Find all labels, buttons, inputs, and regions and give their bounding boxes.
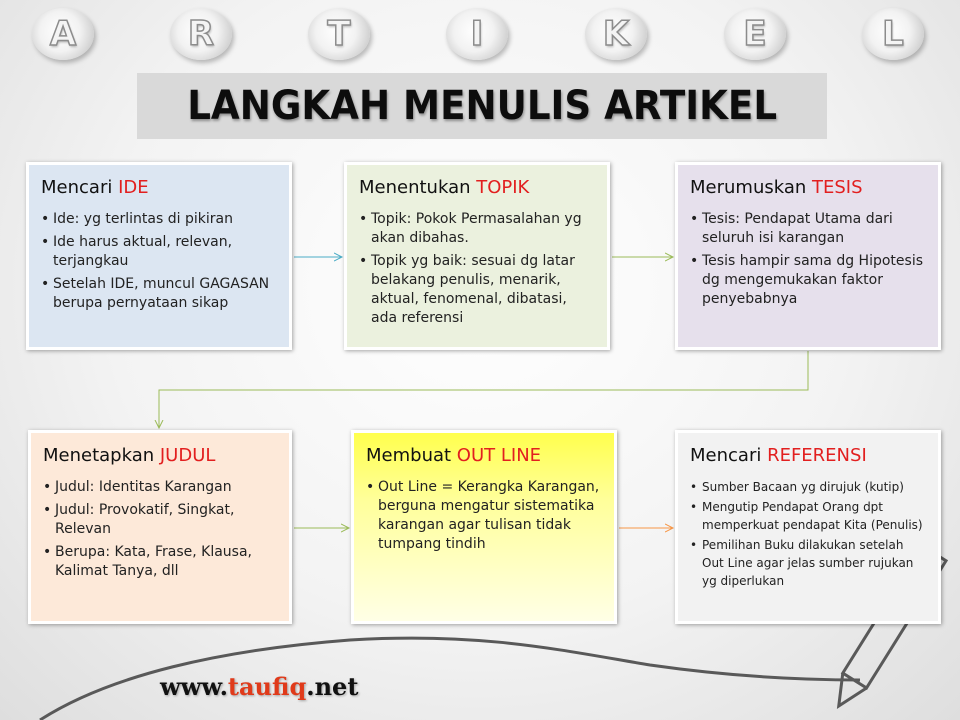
step-keyword: IDE: [118, 177, 149, 198]
arrow-tesis-to-judul: [159, 351, 808, 428]
bullet-item: • Tesis: Pendapat Utama dari seluruh isi karangan: [690, 210, 928, 248]
bullet-item: • Sumber Bacaan yg dirujuk (kutip): [690, 478, 928, 496]
letter-circle-e: [724, 8, 786, 60]
step-bullets-ide: [41, 210, 279, 313]
logo-prefix: www.: [160, 672, 228, 701]
bullet-item: • Pemilihan Buku dilakukan setelah Out Line agar jelas sumber rujukan yg diperlukan: [690, 536, 928, 590]
step-keyword: OUT LINE: [456, 445, 542, 466]
letter-circle-a: [32, 8, 94, 60]
step-title-prefix: Mencari: [41, 177, 119, 198]
bullet-item: • Ide harus aktual, relevan, terjangkau: [41, 233, 279, 271]
letter-e: E: [743, 14, 767, 54]
step-bullets-judul: [43, 478, 279, 581]
step-title-prefix: Menetapkan: [43, 445, 160, 466]
step-title-prefix: Merumuskan: [690, 177, 813, 198]
step-title-tesis: [690, 177, 928, 198]
bullet-item: • Setelah IDE, muncul GAGASAN berupa pernyataan sikap: [41, 275, 279, 313]
letter-circle-l: [862, 8, 924, 60]
step-box-referensi: [675, 430, 941, 624]
bullet-item: • Topik yg baik: sesuai dg latar belakang penulis, menarik, aktual, fenomenal, dibatasi, ada referensi: [359, 252, 597, 328]
bullet-item: • Out Line = Kerangka Karangan, berguna mengatur sistematika karangan agar tulisan tidak tumpang tindih: [366, 478, 604, 554]
step-title-topik: [359, 177, 597, 198]
logo-suffix: .net: [306, 672, 359, 701]
bullet-item: • Mengutip Pendapat Orang dpt memperkuat pendapat Kita (Penulis): [690, 498, 928, 534]
letter-l: L: [882, 14, 904, 54]
title-banner: [137, 73, 827, 139]
letter-a: A: [49, 14, 77, 54]
letter-r: R: [187, 14, 215, 54]
step-bullets-tesis: [690, 210, 928, 309]
letter-circle-i: [446, 8, 508, 60]
letter-i: I: [470, 14, 484, 54]
bullet-item: • Ide: yg terlintas di pikiran: [41, 210, 279, 229]
step-title-outline: [366, 445, 604, 466]
bullet-item: • Topik: Pokok Permasalahan yg akan dibahas.: [359, 210, 597, 248]
step-keyword: TESIS: [812, 177, 863, 198]
step-bullets-outline: [366, 478, 604, 554]
step-bullets-topik: [359, 210, 597, 328]
letter-t: T: [327, 14, 351, 54]
step-bullets-referensi: [690, 478, 928, 590]
footer-website-logo: [160, 672, 358, 701]
letter-k: K: [602, 14, 630, 54]
step-box-ide: [26, 162, 292, 350]
step-box-judul: [28, 430, 292, 624]
bullet-item: • Tesis hampir sama dg Hipotesis dg mengemukakan faktor penyebabnya: [690, 252, 928, 309]
letter-circle-t: [308, 8, 370, 60]
step-title-prefix: Menentukan: [359, 177, 477, 198]
step-keyword: JUDUL: [159, 445, 216, 466]
step-box-tesis: [675, 162, 941, 350]
step-title-ide: [41, 177, 279, 198]
step-box-topik: [344, 162, 610, 350]
step-box-outline: [351, 430, 617, 624]
logo-brand: taufiq: [227, 672, 307, 701]
letter-circle-k: [585, 8, 647, 60]
artikel-letter-row: [0, 0, 960, 70]
step-title-prefix: Mencari: [690, 445, 768, 466]
step-keyword: TOPIK: [476, 177, 530, 198]
bullet-item: • Judul: Provokatif, Singkat, Relevan: [43, 501, 279, 539]
step-keyword: REFERENSI: [767, 445, 867, 466]
bullet-item: • Judul: Identitas Karangan: [43, 478, 279, 497]
bullet-item: • Berupa: Kata, Frase, Klausa, Kalimat Tanya, dll: [43, 543, 279, 581]
page-title: LANGKAH MENULIS ARTIKEL: [187, 83, 777, 129]
letter-circle-r: [170, 8, 232, 60]
step-title-prefix: Membuat: [366, 445, 457, 466]
step-title-referensi: [690, 445, 928, 466]
step-title-judul: [43, 445, 279, 466]
